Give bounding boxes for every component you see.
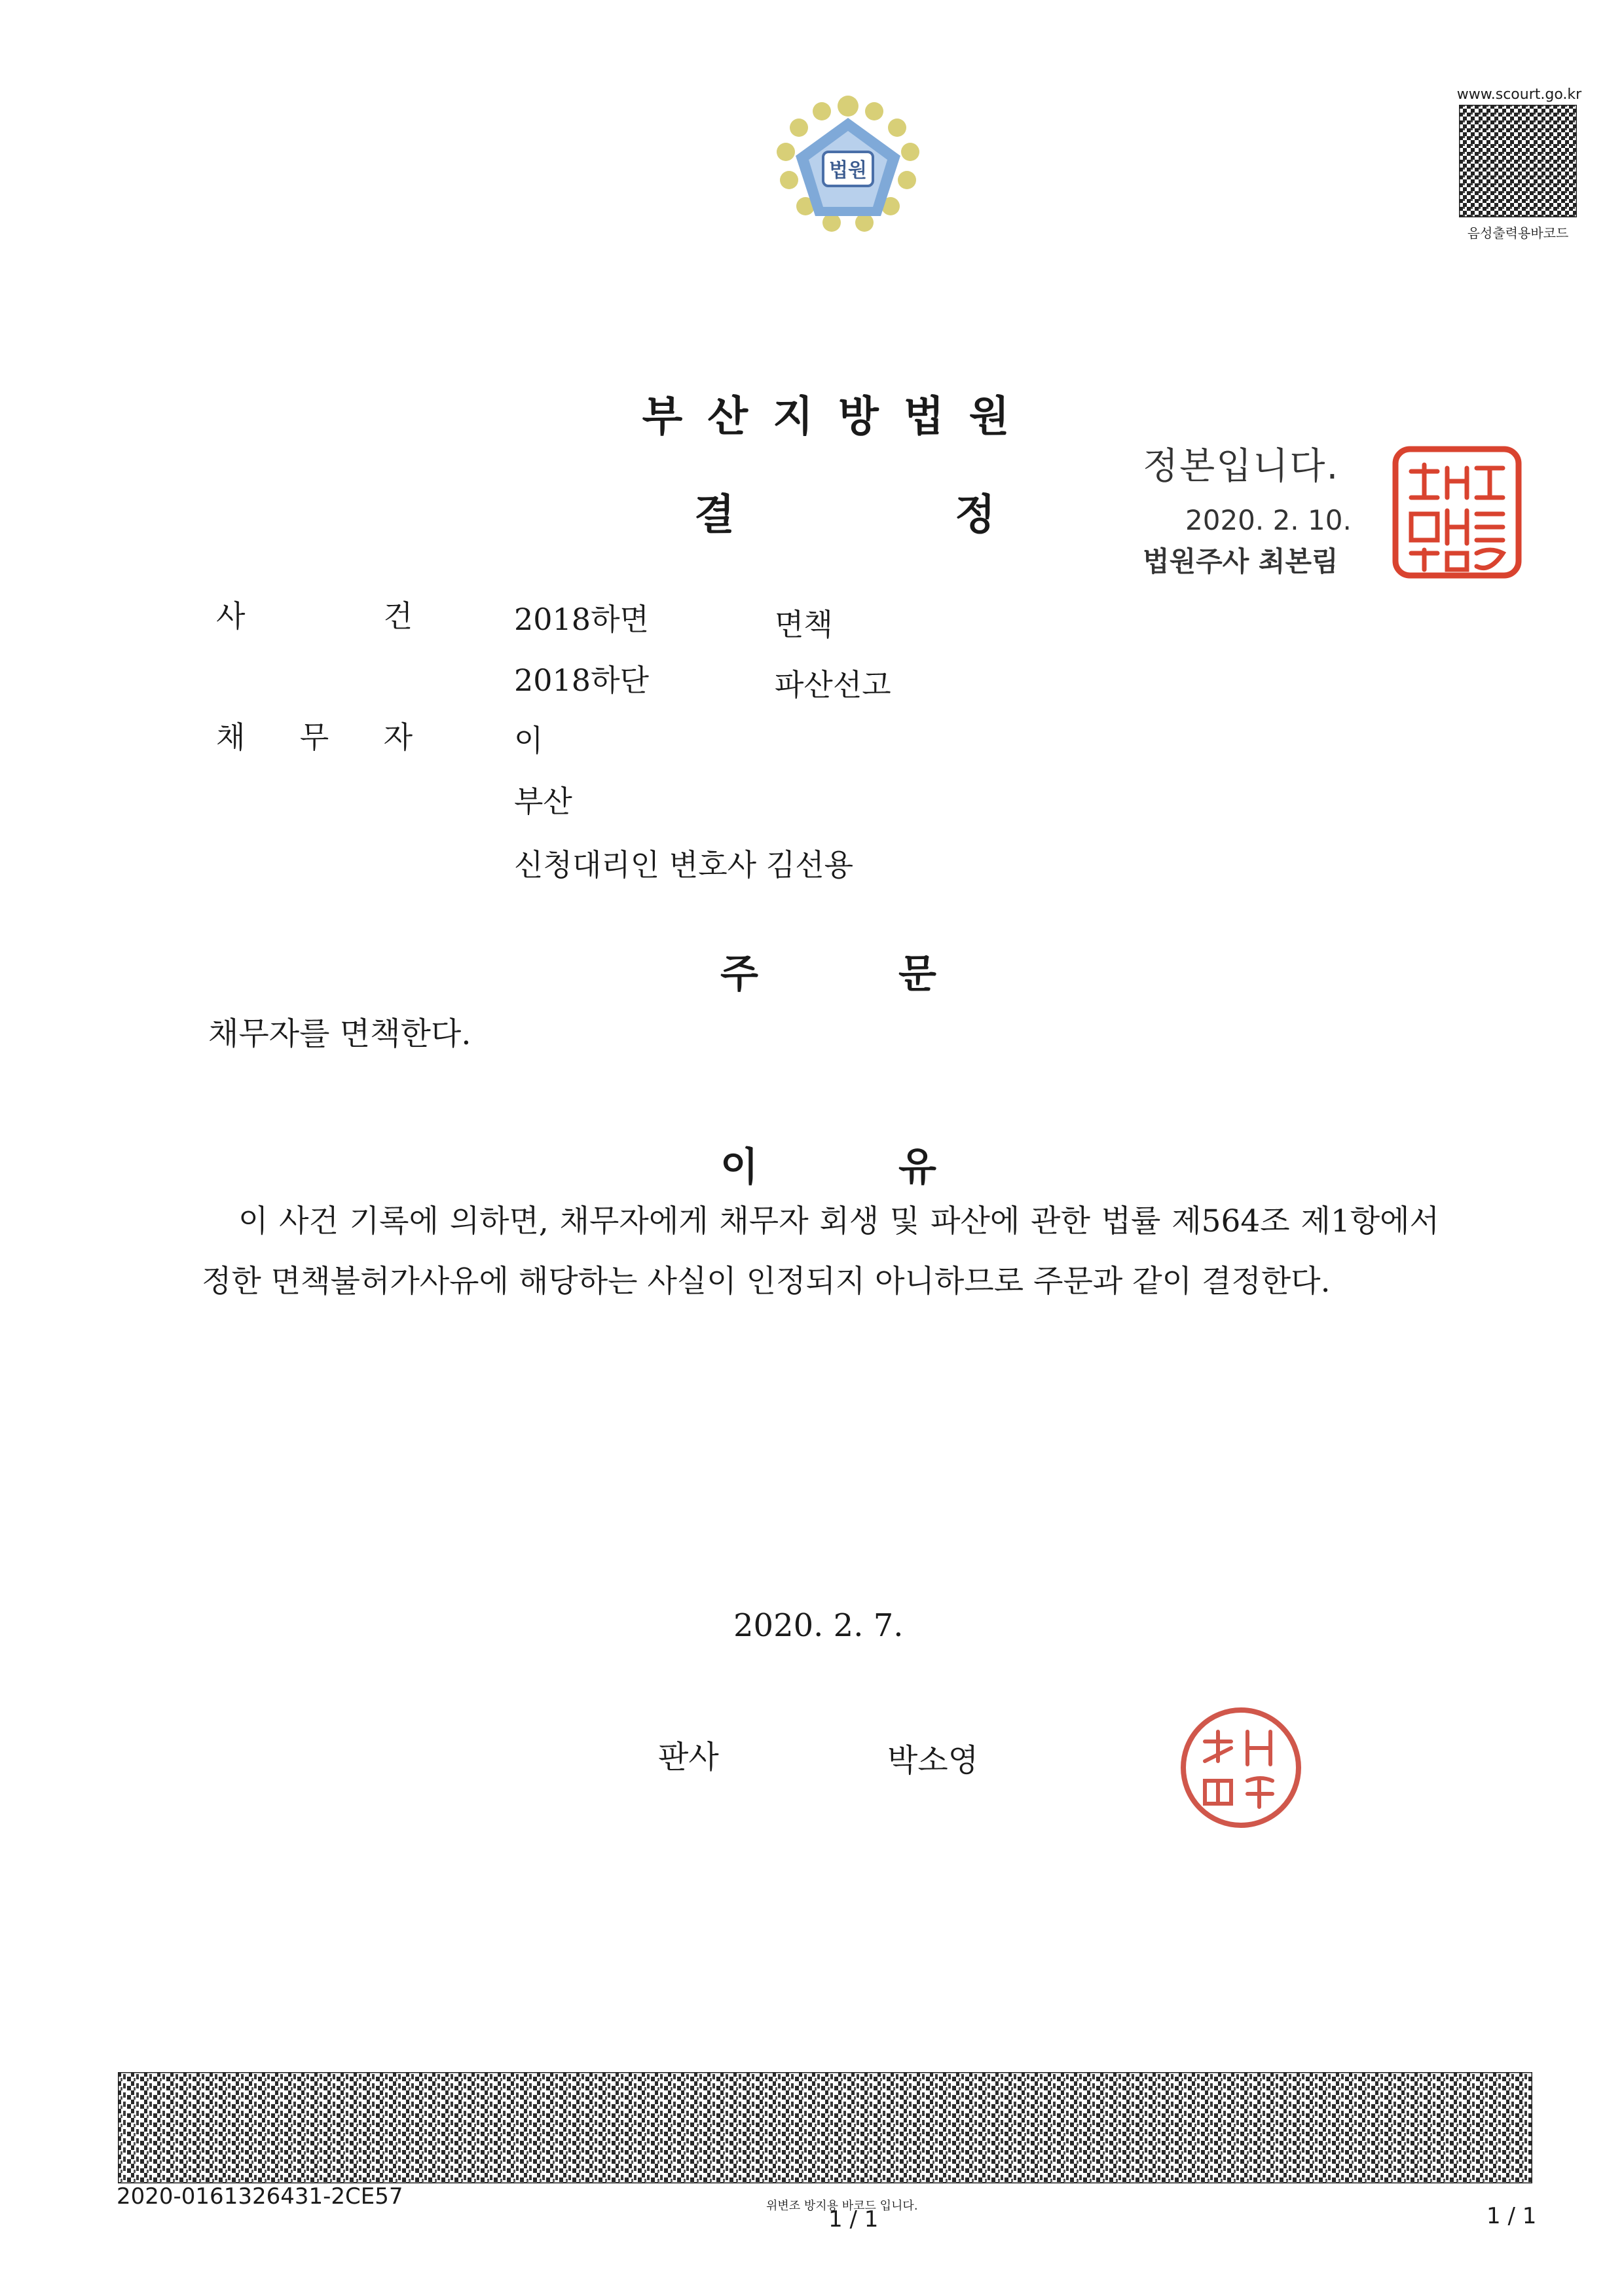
qr-caption: 음성출력용바코드 [1467,225,1569,241]
judge-title: 판사 [658,1739,719,1776]
debtor-label-char: 자 [383,720,413,755]
case-label-char: 사 [216,598,246,634]
page-number-center: 1 / 1 [828,2206,879,2232]
debtor-name: 이 [514,723,544,758]
case-label-char: 건 [383,598,413,634]
qr-url: www.scourt.go.kr [1456,86,1582,103]
case-name: 파산선고 [775,667,891,702]
case-label [216,592,413,636]
court-emblem-icon [769,92,927,249]
reason-title-char: 이 [720,1144,758,1190]
reason-title [720,1136,936,1192]
debtor-label-char: 채 [216,720,246,755]
clerk-seal-icon [1392,445,1522,579]
anti-forgery-barcode-icon [118,2072,1532,2183]
decision-date: 2020. 2. 7. [733,1607,904,1644]
debtor-agent: 신청대리인 변호사 김선용 [514,847,854,883]
order-title-char: 주 [720,951,758,997]
emblem-text: 법원 [829,159,867,182]
judge-name: 박소영 [887,1742,979,1779]
certification-clerk: 법원주사 최본림 [1143,545,1338,577]
reason-text: 이 사건 기록에 의하면, 채무자에게 채무자 회생 및 파산에 관한 법률 제564조 제1항에서 정한 면책불허가사유에 해당하는 사실이 인정되지 아니하므로 주문과 같이 결정한다. [202,1203,1439,1300]
reason-title-char: 유 [898,1144,936,1190]
decision-title-char: 결 [694,491,735,539]
certification-date: 2020. 2. 10. [1185,504,1352,536]
court-name: 부산지방법원 [642,393,1035,441]
decision-title [694,481,995,541]
debtor-label [216,714,413,757]
debtor-address: 부산 [514,784,572,819]
page-number-right: 1 / 1 [1486,2203,1537,2229]
order-title [720,943,936,999]
debtor-label-char: 무 [299,720,329,755]
judge-seal-icon [1175,1702,1306,1833]
case-number: 2018하단 [514,663,649,698]
case-name: 면책 [775,607,833,642]
qr-code-icon [1459,105,1577,217]
document-code: 2020-0161326431-2CE57 [117,2183,403,2210]
case-number: 2018하면 [514,602,649,637]
order-title-char: 문 [898,951,936,997]
certification-text: 정본입니다. [1143,445,1340,488]
decision-title-char: 정 [955,491,995,539]
order-text: 채무자를 면책한다. [208,1015,471,1052]
barcode-note: 위변조 방지용 바코드 입니다. [766,2199,918,2213]
